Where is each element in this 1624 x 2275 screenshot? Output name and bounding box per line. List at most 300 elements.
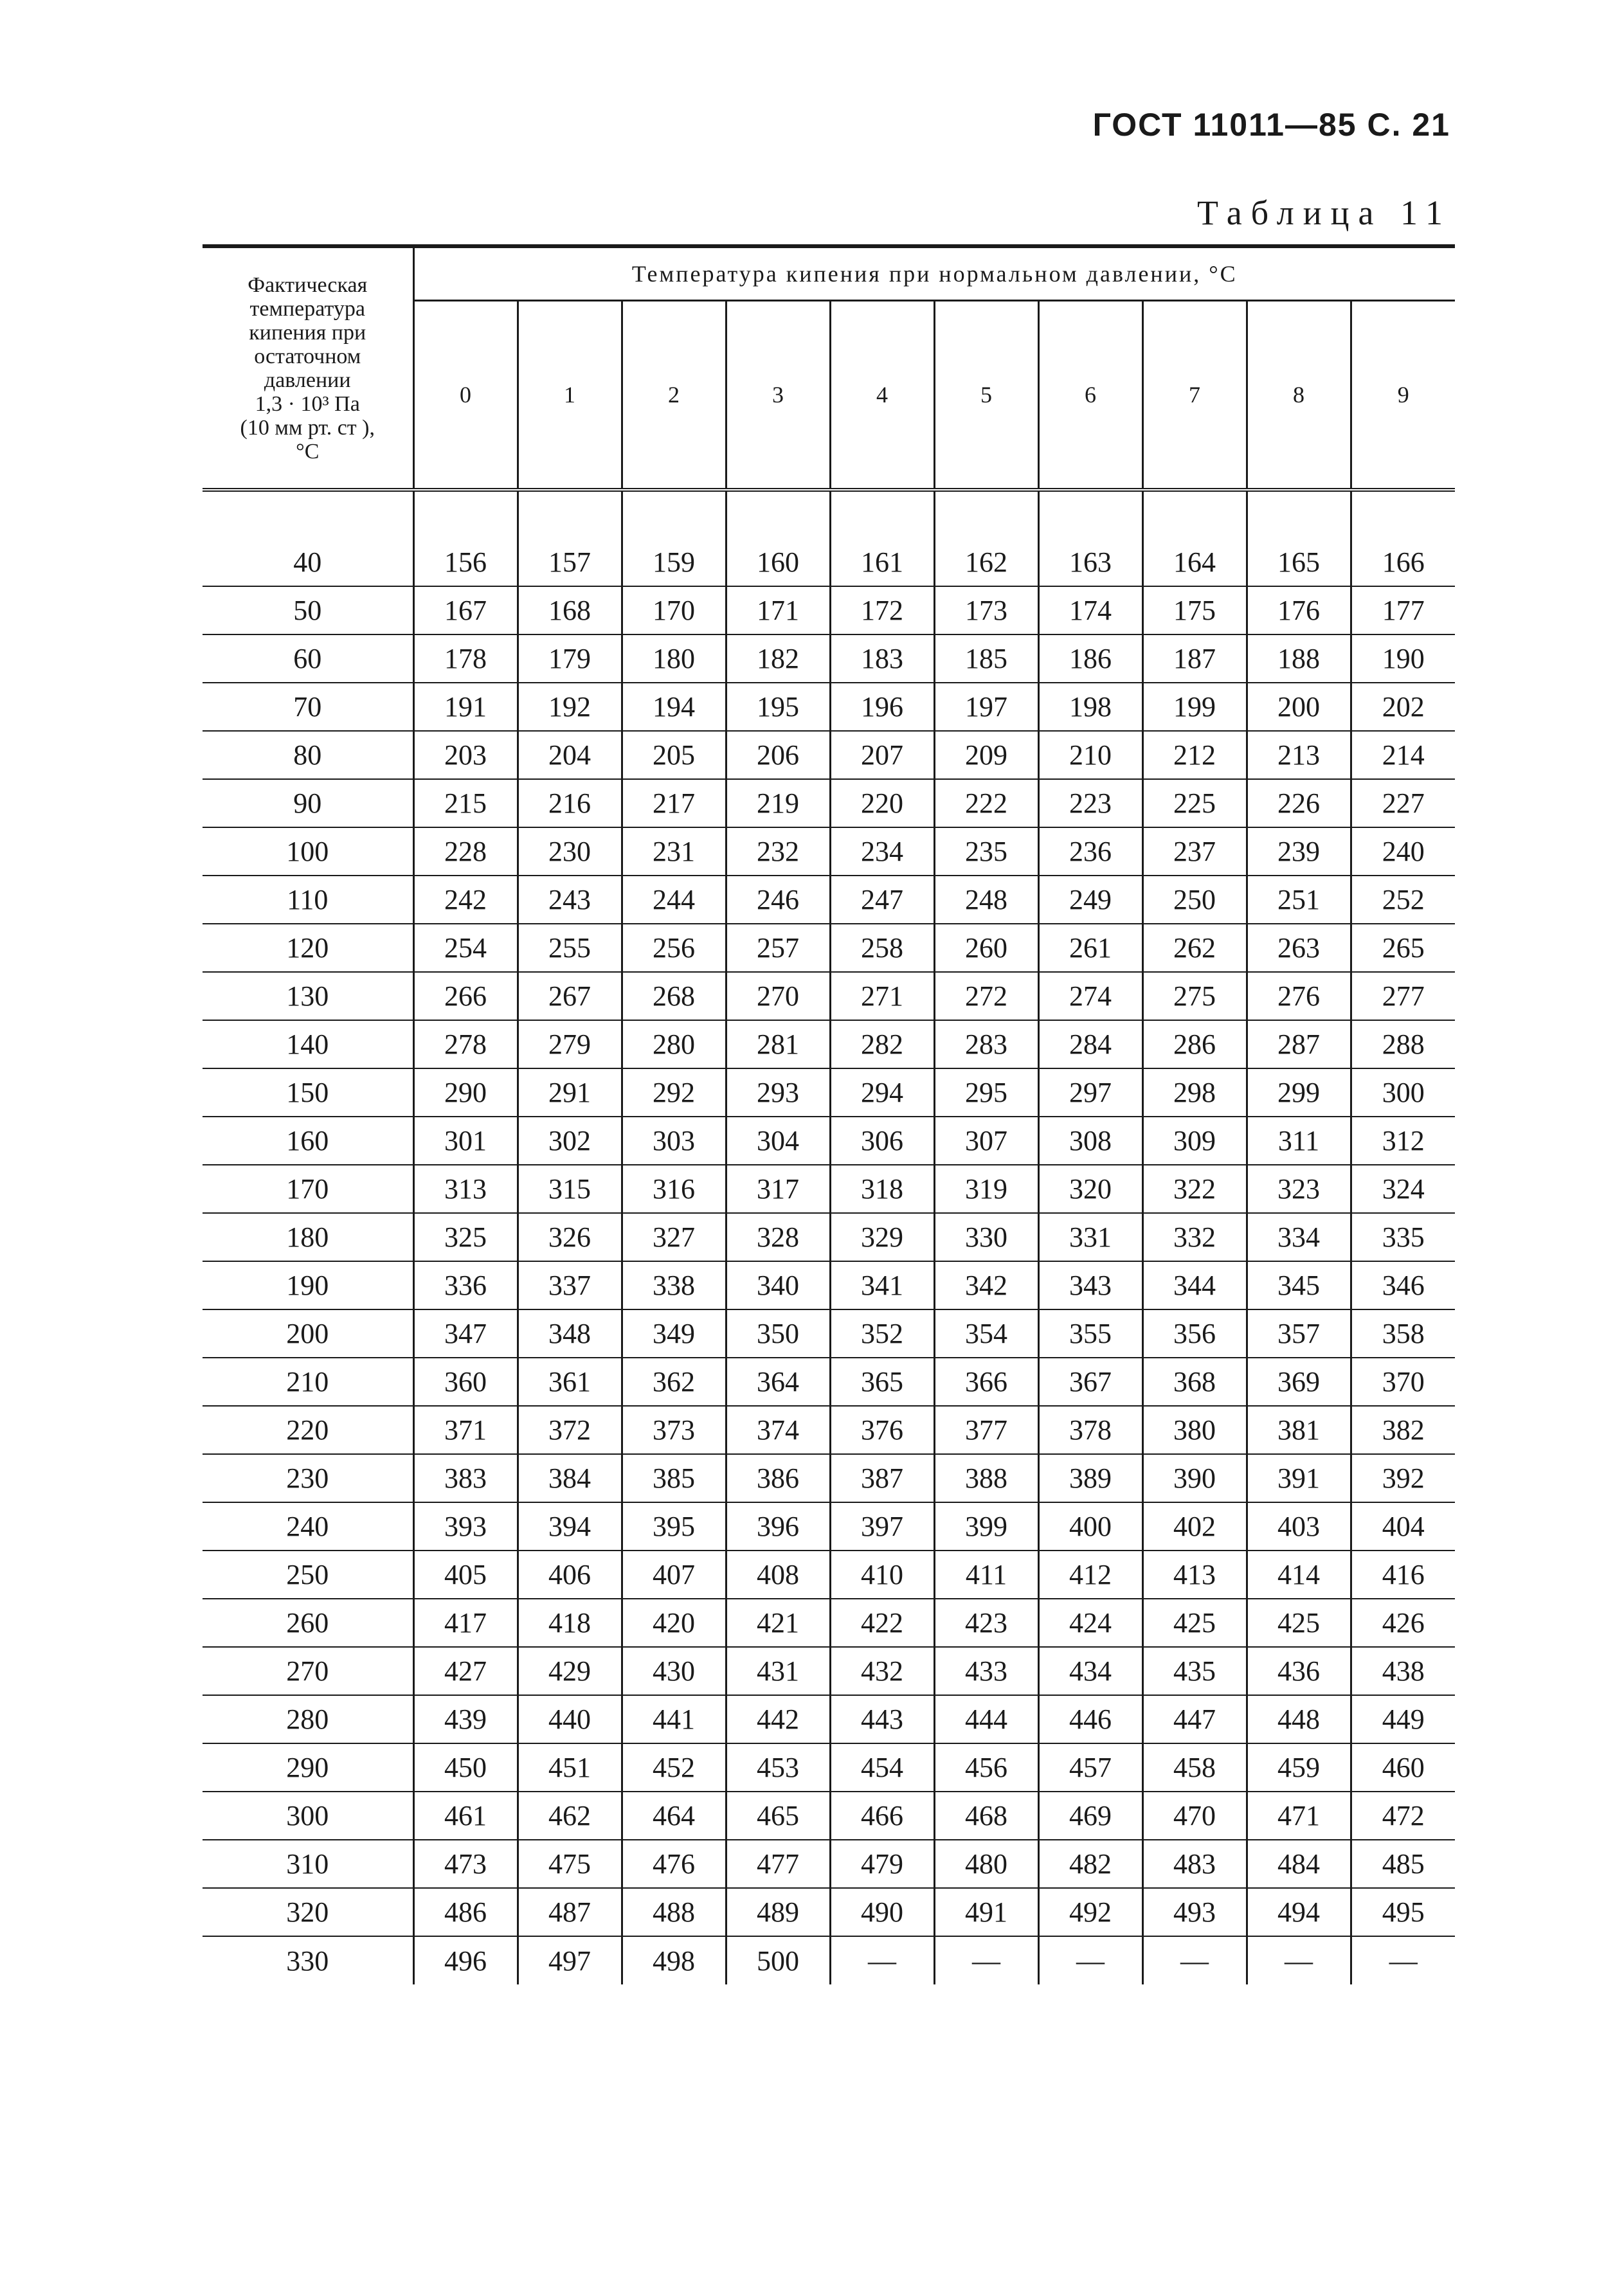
table-cell: 272 (934, 972, 1038, 1020)
row-header-line: температура (249, 296, 365, 321)
table-cell: 429 (518, 1647, 622, 1695)
table-cell: 442 (726, 1695, 830, 1743)
table-cell: 446 (1038, 1695, 1142, 1743)
table-cell: 312 (1351, 1117, 1455, 1165)
spacer-cell (518, 490, 622, 538)
table-cell: 426 (1351, 1599, 1455, 1647)
table-caption: Таблица 11 (1197, 193, 1452, 232)
table-cell: 267 (518, 972, 622, 1020)
table-cell: 230 (518, 827, 622, 876)
header-spacer (203, 490, 1455, 538)
row-header-line: кипения при (249, 320, 366, 345)
table-cell: 340 (726, 1261, 830, 1309)
table-cell: 348 (518, 1309, 622, 1358)
table-cell: 413 (1142, 1551, 1247, 1599)
table-row (203, 1743, 1455, 1792)
table-cell: 207 (830, 731, 934, 779)
table-cell: 436 (1247, 1647, 1351, 1695)
table-cell: 466 (830, 1792, 934, 1840)
boiling-temperature-table (203, 244, 1455, 1984)
table-cell: 440 (518, 1695, 622, 1743)
table-cell: 265 (1351, 924, 1455, 972)
table-cell: 292 (622, 1068, 726, 1117)
table-cell: 470 (1142, 1792, 1247, 1840)
table-cell: 396 (726, 1502, 830, 1551)
spacer-cell (1038, 490, 1142, 538)
column-header-digit: 0 (413, 301, 518, 490)
table-cell: 458 (1142, 1743, 1247, 1792)
table-cell: 343 (1038, 1261, 1142, 1309)
table-cell: 394 (518, 1502, 622, 1551)
row-label: 280 (203, 1695, 413, 1743)
table-cell: 263 (1247, 924, 1351, 972)
table-cell: 444 (934, 1695, 1038, 1743)
table-cell: 235 (934, 827, 1038, 876)
row-label: 140 (203, 1020, 413, 1068)
table-cell: 487 (518, 1888, 622, 1936)
table-cell: 258 (830, 924, 934, 972)
table-cell: 412 (1038, 1551, 1142, 1599)
table-cell: 388 (934, 1454, 1038, 1502)
table-cell: 469 (1038, 1792, 1142, 1840)
table-cell: 461 (413, 1792, 518, 1840)
row-label: 180 (203, 1213, 413, 1261)
table-cell: 438 (1351, 1647, 1455, 1695)
table-cell: 407 (622, 1551, 726, 1599)
table-cell: 232 (726, 827, 830, 876)
table-cell: 486 (413, 1888, 518, 1936)
table-cell: 180 (622, 634, 726, 683)
table-cell: 485 (1351, 1840, 1455, 1888)
table-cell: 383 (413, 1454, 518, 1502)
table-cell: 319 (934, 1165, 1038, 1213)
table-cell: 220 (830, 779, 934, 827)
table-cell: 308 (1038, 1117, 1142, 1165)
table-cell: 275 (1142, 972, 1247, 1020)
table-cell: 231 (622, 827, 726, 876)
table-cell: 318 (830, 1165, 934, 1213)
table-cell: 243 (518, 876, 622, 924)
table-cell: 316 (622, 1165, 726, 1213)
table-cell: 366 (934, 1358, 1038, 1406)
table-cell: 400 (1038, 1502, 1142, 1551)
table-cell: 397 (830, 1502, 934, 1551)
table-cell: 344 (1142, 1261, 1247, 1309)
table-cell: 460 (1351, 1743, 1455, 1792)
table-cell: 476 (622, 1840, 726, 1888)
table-cell: 482 (1038, 1840, 1142, 1888)
table-cell: 425 (1142, 1599, 1247, 1647)
table-cell: 295 (934, 1068, 1038, 1117)
row-label: 320 (203, 1888, 413, 1936)
table-cell: 317 (726, 1165, 830, 1213)
table-cell: 381 (1247, 1406, 1351, 1454)
row-label: 220 (203, 1406, 413, 1454)
table-cell: 212 (1142, 731, 1247, 779)
table-row (203, 1068, 1455, 1117)
table-cell: 304 (726, 1117, 830, 1165)
table-cell: 282 (830, 1020, 934, 1068)
table-cell: 382 (1351, 1406, 1455, 1454)
row-label: 240 (203, 1502, 413, 1551)
column-header-digit: 5 (934, 301, 1038, 490)
table-cell: 389 (1038, 1454, 1142, 1502)
table-row (203, 972, 1455, 1020)
table-cell: — (1142, 1936, 1247, 1984)
table-cell: 237 (1142, 827, 1247, 876)
table-cell: 261 (1038, 924, 1142, 972)
table-cell: 172 (830, 586, 934, 634)
table-cell: 399 (934, 1502, 1038, 1551)
table-cell: 256 (622, 924, 726, 972)
table-cell: 303 (622, 1117, 726, 1165)
table-cell: 328 (726, 1213, 830, 1261)
table-cell: 217 (622, 779, 726, 827)
table-cell: 488 (622, 1888, 726, 1936)
table-cell: 370 (1351, 1358, 1455, 1406)
table-cell: 225 (1142, 779, 1247, 827)
table-cell: 171 (726, 586, 830, 634)
table-cell: 380 (1142, 1406, 1247, 1454)
table-cell: 373 (622, 1406, 726, 1454)
table-cell: 216 (518, 779, 622, 827)
table-cell: 410 (830, 1551, 934, 1599)
table-cell: 408 (726, 1551, 830, 1599)
table-row (203, 1406, 1455, 1454)
table-cell: 350 (726, 1309, 830, 1358)
table-cell: 306 (830, 1117, 934, 1165)
table-row (203, 1792, 1455, 1840)
table-cell: 475 (518, 1840, 622, 1888)
table-cell: 252 (1351, 876, 1455, 924)
table-cell: 360 (413, 1358, 518, 1406)
table-cell: 395 (622, 1502, 726, 1551)
table-cell: 156 (413, 538, 518, 586)
table-row (203, 1309, 1455, 1358)
table-cell: 492 (1038, 1888, 1142, 1936)
table-cell: 204 (518, 731, 622, 779)
table-cell: 449 (1351, 1695, 1455, 1743)
row-label: 160 (203, 1117, 413, 1165)
table-cell: 283 (934, 1020, 1038, 1068)
table-cell: 347 (413, 1309, 518, 1358)
table-cell: 386 (726, 1454, 830, 1502)
table-cell: 495 (1351, 1888, 1455, 1936)
table-cell: 447 (1142, 1695, 1247, 1743)
table-row (203, 586, 1455, 634)
table-cell: 462 (518, 1792, 622, 1840)
table-cell: 422 (830, 1599, 934, 1647)
table-cell: 187 (1142, 634, 1247, 683)
spacer-cell (1247, 490, 1351, 538)
table-cell: 341 (830, 1261, 934, 1309)
table-cell: 354 (934, 1309, 1038, 1358)
table-cell: 274 (1038, 972, 1142, 1020)
row-label: 50 (203, 586, 413, 634)
table-cell: 165 (1247, 538, 1351, 586)
table-cell: 367 (1038, 1358, 1142, 1406)
row-label: 270 (203, 1647, 413, 1695)
table-cell: 387 (830, 1454, 934, 1502)
table-cell: 431 (726, 1647, 830, 1695)
table-row (203, 827, 1455, 876)
table-cell: 377 (934, 1406, 1038, 1454)
table-cell: 405 (413, 1551, 518, 1599)
table-row (203, 731, 1455, 779)
row-header-line: давлении (264, 368, 351, 392)
spacer-cell (934, 490, 1038, 538)
spacer-cell (203, 490, 413, 538)
table-row (203, 1647, 1455, 1695)
table-cell: 202 (1351, 683, 1455, 731)
table-cell: 322 (1142, 1165, 1247, 1213)
spacer-cell (413, 490, 518, 538)
table-cell: 356 (1142, 1309, 1247, 1358)
table-cell: 352 (830, 1309, 934, 1358)
row-label: 230 (203, 1454, 413, 1502)
table-row (203, 1358, 1455, 1406)
table-cell: 416 (1351, 1551, 1455, 1599)
table-cell: 369 (1247, 1358, 1351, 1406)
table-row (203, 1888, 1455, 1936)
table-cell: 479 (830, 1840, 934, 1888)
table-cell: 309 (1142, 1117, 1247, 1165)
spacer-cell (726, 490, 830, 538)
table-cell: 313 (413, 1165, 518, 1213)
table-cell: 483 (1142, 1840, 1247, 1888)
table-cell: 163 (1038, 538, 1142, 586)
table-cell: 390 (1142, 1454, 1247, 1502)
table-cell: 393 (413, 1502, 518, 1551)
table-cell: 160 (726, 538, 830, 586)
row-label: 290 (203, 1743, 413, 1792)
table-cell: 358 (1351, 1309, 1455, 1358)
row-label: 190 (203, 1261, 413, 1309)
table-cell: 452 (622, 1743, 726, 1792)
table-cell: 494 (1247, 1888, 1351, 1936)
spacer-cell (1351, 490, 1455, 538)
table-cell: 277 (1351, 972, 1455, 1020)
table-cell: 338 (622, 1261, 726, 1309)
table-cell: 177 (1351, 586, 1455, 634)
table-cell: 406 (518, 1551, 622, 1599)
row-label: 90 (203, 779, 413, 827)
table-row (203, 1117, 1455, 1165)
table-row (203, 1840, 1455, 1888)
table-row (203, 538, 1455, 586)
table-cell: — (1247, 1936, 1351, 1984)
table-cell: 329 (830, 1213, 934, 1261)
table-cell: 493 (1142, 1888, 1247, 1936)
table-cell: 364 (726, 1358, 830, 1406)
table-cell: 297 (1038, 1068, 1142, 1117)
table-row (203, 1213, 1455, 1261)
row-label: 120 (203, 924, 413, 972)
table-cell: 213 (1247, 731, 1351, 779)
row-label: 330 (203, 1936, 413, 1984)
table-cell: 280 (622, 1020, 726, 1068)
table-cell: 164 (1142, 538, 1247, 586)
table-cell: 450 (413, 1743, 518, 1792)
table-cell: 293 (726, 1068, 830, 1117)
table-cell: 337 (518, 1261, 622, 1309)
table-cell: — (1389, 1945, 1418, 1977)
table-cell: 276 (1247, 972, 1351, 1020)
row-header-line: (10 мм рт. ст ), (240, 415, 375, 440)
table-cell: 484 (1247, 1840, 1351, 1888)
table-cell: 176 (1247, 586, 1351, 634)
table-cell: 290 (413, 1068, 518, 1117)
column-header-digit: 9 (1351, 301, 1455, 490)
table-cell: 326 (518, 1213, 622, 1261)
table-cell: 219 (726, 779, 830, 827)
table-cell: 247 (830, 876, 934, 924)
table-cell: 497 (518, 1936, 622, 1984)
table-cell: 334 (1247, 1213, 1351, 1261)
table-cell: 473 (413, 1840, 518, 1888)
row-label: 170 (203, 1165, 413, 1213)
table-cell: 477 (726, 1840, 830, 1888)
table-cell: 302 (518, 1117, 622, 1165)
table-cell: 391 (1247, 1454, 1351, 1502)
table-cell: 291 (518, 1068, 622, 1117)
table-cell: 361 (518, 1358, 622, 1406)
table-cell: 491 (934, 1888, 1038, 1936)
table-cell: 404 (1351, 1502, 1455, 1551)
table-cell: 417 (413, 1599, 518, 1647)
table-cell: 195 (726, 683, 830, 731)
table-row (203, 1454, 1455, 1502)
table-cell: 205 (622, 731, 726, 779)
table-cell: 186 (1038, 634, 1142, 683)
table-cell: 251 (1247, 876, 1351, 924)
table-cell: 459 (1247, 1743, 1351, 1792)
table-row (203, 683, 1455, 731)
table-cell: 423 (934, 1599, 1038, 1647)
table-cell: 242 (413, 876, 518, 924)
table-cell: — (830, 1936, 934, 1984)
table-cell: 330 (934, 1213, 1038, 1261)
table-cell: 439 (413, 1695, 518, 1743)
table-cell: 456 (934, 1743, 1038, 1792)
table-cell: 315 (518, 1165, 622, 1213)
table-cell: 182 (726, 634, 830, 683)
table-row (203, 1936, 1455, 1984)
row-label: 200 (203, 1309, 413, 1358)
table-cell: — (1038, 1936, 1142, 1984)
table-cell: 157 (518, 538, 622, 586)
table-cell: 335 (1351, 1213, 1455, 1261)
table-cell: 214 (1351, 731, 1455, 779)
table-cell: 451 (518, 1743, 622, 1792)
row-label: 310 (203, 1840, 413, 1888)
table-cell: 332 (1142, 1213, 1247, 1261)
table-cell: 430 (622, 1647, 726, 1695)
table-cell: 378 (1038, 1406, 1142, 1454)
table-cell: 279 (518, 1020, 622, 1068)
table-cell: 287 (1247, 1020, 1351, 1068)
table-cell: 498 (622, 1936, 726, 1984)
table-cell: 236 (1038, 827, 1142, 876)
table-cell: 260 (934, 924, 1038, 972)
table-cell: 240 (1351, 827, 1455, 876)
table-cell: 257 (726, 924, 830, 972)
row-label: 60 (203, 634, 413, 683)
table-cell: 222 (934, 779, 1038, 827)
table-row (203, 1261, 1455, 1309)
row-label: 100 (203, 827, 413, 876)
table-row (203, 924, 1455, 972)
row-label: 260 (203, 1599, 413, 1647)
column-header-digit: 1 (518, 301, 622, 490)
table-cell: 183 (830, 634, 934, 683)
table-cell: 161 (830, 538, 934, 586)
table-cell: 173 (934, 586, 1038, 634)
table-cell: 179 (518, 634, 622, 683)
table-cell: 465 (726, 1792, 830, 1840)
table-cell: 210 (1038, 731, 1142, 779)
table-cell: 441 (622, 1695, 726, 1743)
table-cell: 448 (1247, 1695, 1351, 1743)
table-cell: 425 (1247, 1599, 1351, 1647)
table-cell: 327 (622, 1213, 726, 1261)
table-cell: 262 (1142, 924, 1247, 972)
table-cell: 454 (830, 1743, 934, 1792)
column-group-header: Температура кипения при нормальном давлении, °С (413, 246, 1455, 301)
table-cell: 185 (934, 634, 1038, 683)
table-row (203, 1695, 1455, 1743)
table-cell: 433 (934, 1647, 1038, 1695)
table-cell: 427 (413, 1647, 518, 1695)
table-row (203, 1551, 1455, 1599)
table-cell: 392 (1351, 1454, 1455, 1502)
row-label: 80 (203, 731, 413, 779)
spacer-cell (622, 490, 726, 538)
table-cell: 270 (726, 972, 830, 1020)
table-cell: 471 (1247, 1792, 1351, 1840)
table-cell: 174 (1038, 586, 1142, 634)
table-cell: 228 (413, 827, 518, 876)
table-cell: 384 (518, 1454, 622, 1502)
table-cell: 248 (934, 876, 1038, 924)
table-cell: 362 (622, 1358, 726, 1406)
row-header-line: 1,3 · 10³ Па (255, 391, 360, 416)
table-cell: 255 (518, 924, 622, 972)
table-cell: 227 (1351, 779, 1455, 827)
table-cell: 299 (1247, 1068, 1351, 1117)
table-cell: 403 (1247, 1502, 1351, 1551)
table-row (203, 779, 1455, 827)
table-cell: 178 (413, 634, 518, 683)
table-cell: 371 (413, 1406, 518, 1454)
row-header-line: °С (296, 439, 320, 463)
table-cell: 443 (830, 1695, 934, 1743)
table-cell: 301 (413, 1117, 518, 1165)
table-cell: 300 (1351, 1068, 1455, 1117)
row-label: 250 (203, 1551, 413, 1599)
table-row (203, 1599, 1455, 1647)
table-cell: 355 (1038, 1309, 1142, 1358)
table-cell: — (934, 1936, 1038, 1984)
table-cell: 464 (622, 1792, 726, 1840)
table-cell: 286 (1142, 1020, 1247, 1068)
row-header-line: остаточном (254, 344, 361, 368)
table-cell: 331 (1038, 1213, 1142, 1261)
table-cell: 453 (726, 1743, 830, 1792)
table-cell: 194 (622, 683, 726, 731)
table-cell: 298 (1142, 1068, 1247, 1117)
table-cell: 468 (934, 1792, 1038, 1840)
